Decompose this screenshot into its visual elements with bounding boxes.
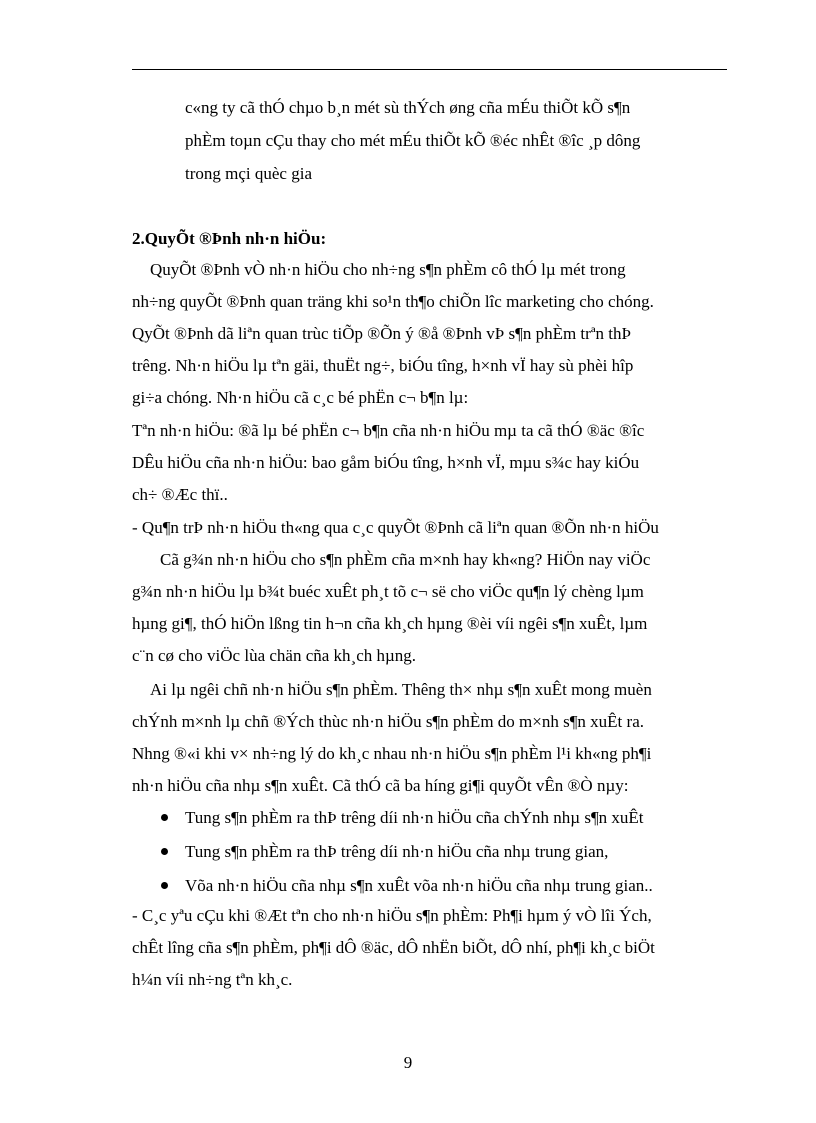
bullet-item: Tung s¶n phÈm ra thÞ trêng díi nh·n hiÖu cña chÝnh nhµ s¶n xuÊt	[185, 808, 644, 827]
bullet-item: Tung s¶n phÈm ra thÞ trêng díi nh·n hiÖu cña nhµ trung gian,	[185, 842, 609, 861]
paragraph-line: g¾n nh·n hiÖu lµ b¾t buéc xuÊt ph¸t tõ c¬ së cho viÖc qu¶n lý chèng lµm	[132, 582, 644, 601]
bullet-dot-icon	[161, 814, 168, 821]
paragraph-line: Ai lµ ngêi chñ nh·n hiÖu s¶n phÈm. Thêng th× nhµ s¶n xuÊt mong muèn	[150, 680, 652, 699]
paragraph-line: trêng. Nh·n hiÖu lµ tªn gäi, thuËt ng÷, biÓu tîng, h×nh vÏ hay sù phèi hîp	[132, 356, 634, 375]
dash-item: - Qu¶n trÞ nh·n hiÖu th«ng qua c¸c quyÕt ®Þnh cã liªn quan ®Õn nh·n hiÖu	[132, 518, 659, 537]
paragraph-line: c¨n cø cho viÖc lùa chän cña kh¸ch hµng.	[132, 646, 417, 665]
paragraph-line: Nhng ®«i khi v× nh÷ng lý do kh¸c nhau nh·n hiÖu s¶n phÈm l¹i kh«ng ph¶i	[132, 744, 652, 763]
intro-line: phÈm toµn cÇu thay cho mét mÉu thiÕt kÕ ®éc nhÊt ®îc ¸p dông	[185, 131, 641, 150]
paragraph-line: nh÷ng quyÕt ®Þnh quan träng khi so¹n th¶o chiÕn lîc marketing cho chóng.	[132, 292, 654, 311]
bullet-dot-icon	[161, 882, 168, 889]
paragraph-line: nh·n hiÖu cña nhµ s¶n xuÊt. Cã thÓ cã ba híng gi¶i quyÕt vÊn ®Ò nµy:	[132, 776, 629, 795]
paragraph-line: QyÕt ®Þnh dã liªn quan trùc tiÕp ®Õn ý ®å ®Þnh vÞ s¶n phÈm trªn thÞ	[132, 324, 631, 343]
paragraph-line: Cã g¾n nh·n hiÖu cho s¶n phÈm cña m×nh hay kh«ng? HiÖn nay viÖc	[160, 550, 651, 569]
intro-line: c«ng ty cã thÓ chµo b¸n mét sù thÝch øng cña mÉu thiÕt kÕ s¶n	[185, 98, 631, 117]
definition-line: ch÷ ®Æc thï..	[132, 485, 228, 504]
bullet-dot-icon	[161, 848, 168, 855]
paragraph-line: chÝnh m×nh lµ chñ ®Ých thùc nh·n hiÖu s¶n phÈm do m×nh s¶n xuÊt ra.	[132, 712, 644, 731]
page-number: 9	[403, 1053, 413, 1072]
paragraph-line: gi÷a chóng. Nh·n hiÖu cã c¸c bé phËn c¬ b¶n lµ:	[132, 388, 469, 407]
bullet-item: Võa nh·n hiÖu cña nhµ s¶n xuÊt võa nh·n hiÖu cña nhµ trung gian..	[185, 876, 653, 895]
dash-item: chÊt lîng cña s¶n phÈm, ph¶i dÔ ®äc, dÔ nhËn biÕt, dÔ nhí, ph¶i kh¸c biÖt	[132, 938, 655, 957]
definition-line: Tªn nh·n hiÖu: ®ã lµ bé phËn c¬ b¶n cña nh·n hiÖu mµ ta cã thÓ ®äc ®îc	[132, 421, 645, 440]
definition-line: DÊu hiÖu cña nh·n hiÖu: bao gåm biÓu tîng, h×nh vÏ, mµu s¾c hay kiÓu	[132, 453, 640, 472]
paragraph-line: hµng gi¶, thÓ hiÖn lßng tin h¬n cña kh¸ch hµng ®èi víi ngêi s¶n xuÊt, lµm	[132, 614, 648, 633]
header-rule	[132, 69, 727, 70]
dash-item: h¼n víi nh÷ng tªn kh¸c.	[132, 970, 293, 989]
intro-line: trong mçi quèc gia	[185, 164, 312, 183]
paragraph-line: QuyÕt ®Þnh vÒ nh·n hiÖu cho nh÷ng s¶n phÈm cô thÓ lµ mét trong	[150, 260, 626, 279]
section-heading: 2.QuyÕt ®Þnh nh·n hiÖu:	[132, 229, 327, 248]
dash-item: - C¸c yªu cÇu khi ®Æt tªn cho nh·n hiÖu s¶n phÈm: Ph¶i hµm ý vÒ lîi Ých,	[132, 906, 652, 925]
